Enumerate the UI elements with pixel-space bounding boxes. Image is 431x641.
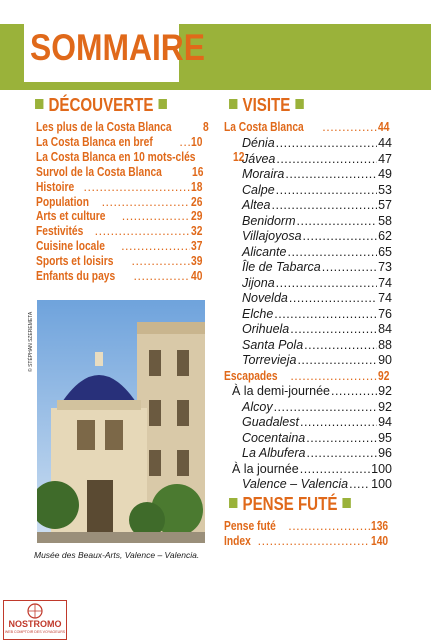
green-square-icon: [295, 99, 303, 109]
decouverte-heading-label: DÉCOUVERTE: [48, 95, 154, 115]
entry-label: Histoire: [36, 179, 75, 194]
leader-dots: [331, 384, 377, 399]
entry-page: 95: [378, 430, 392, 445]
entry-page: 74: [378, 291, 392, 305]
toc-entry[interactable]: [36, 195, 205, 210]
entry-page: 10: [191, 134, 203, 149]
leader-dots: [297, 214, 378, 229]
entry-label: Arts et culture: [36, 209, 106, 224]
photo-caption: Musée des Beaux-Arts, Valence – Valencia.: [34, 550, 200, 560]
entry-label: Sports et loisirs: [36, 254, 114, 269]
toc-sub-entry[interactable]: [242, 307, 392, 322]
entry-label: La Costa Blanca: [224, 120, 304, 134]
entry-page: 96: [378, 446, 392, 460]
toc-entry[interactable]: [232, 384, 392, 399]
entry-page: 140: [371, 534, 389, 548]
entry-label: Altea: [242, 198, 271, 212]
toc-entry[interactable]: [36, 165, 205, 180]
entry-page: 49: [378, 167, 392, 181]
photo-credit: © STÉPHAN SZEREMETA: [28, 311, 34, 372]
toc-entry[interactable]: [36, 135, 205, 150]
logo-name: NOSTROMO: [8, 619, 62, 629]
entry-page: 100: [371, 461, 392, 476]
entry-label: Index: [224, 534, 251, 548]
leader-dots: [300, 462, 370, 477]
leader-dots: [102, 195, 191, 210]
toc-entry[interactable]: [232, 462, 392, 477]
toc-entry[interactable]: [36, 224, 205, 239]
entry-page: 37: [191, 239, 203, 254]
toc-sub-entry[interactable]: [242, 229, 392, 244]
entry-page: 58: [378, 213, 392, 228]
entry-label: Torrevieja: [242, 353, 297, 367]
entry-label: Santa Pola: [242, 337, 304, 352]
toc-sub-entry[interactable]: [242, 322, 392, 337]
leader-dots: [179, 135, 190, 150]
entry-page: 73: [378, 260, 392, 274]
visite-heading-label: VISITE: [242, 95, 291, 115]
toc-sub-entry[interactable]: [242, 260, 392, 275]
entry-label: Les plus de la Costa Blanca: [36, 120, 172, 134]
entry-page: 44: [378, 136, 392, 150]
entry-label: Festivités: [36, 224, 84, 239]
toc-entry[interactable]: [36, 149, 244, 165]
leader-dots: [289, 291, 377, 306]
toc-sub-entry[interactable]: [242, 276, 392, 291]
leader-dots: [322, 120, 377, 135]
page-title: SOMMAIRE: [30, 27, 206, 68]
decouverte-heading: [30, 95, 172, 115]
entry-page: 18: [191, 179, 203, 194]
leader-dots: [131, 254, 190, 269]
toc-sub-entry[interactable]: [242, 152, 392, 167]
entry-page: 92: [378, 399, 392, 414]
entry-page: 44: [378, 120, 390, 134]
toc-entry[interactable]: [36, 269, 205, 284]
entry-label: Enfants du pays: [36, 269, 116, 283]
entry-label: Dénia: [242, 136, 275, 150]
leader-dots: [276, 183, 377, 198]
toc-entry[interactable]: [224, 369, 392, 384]
leader-dots: [303, 229, 378, 244]
entry-page: 65: [378, 244, 392, 259]
leader-dots: [287, 245, 377, 260]
entry-label: Île de Tabarca: [242, 260, 321, 274]
entry-label: Valence – Valencia: [242, 477, 349, 491]
entry-label: Elche: [242, 306, 274, 321]
leader-dots: [297, 353, 377, 368]
entry-page: 12: [232, 149, 244, 164]
toc-sub-entry[interactable]: [242, 446, 392, 461]
entry-page: 84: [378, 322, 392, 336]
toc-entry[interactable]: [224, 120, 392, 135]
entry-page: 92: [378, 384, 392, 398]
leader-dots: [306, 446, 377, 461]
entry-label: Jávea: [242, 151, 276, 166]
leader-dots: [306, 431, 377, 446]
entry-page: 76: [378, 306, 392, 321]
entry-page: 8: [203, 120, 210, 134]
nostromo-logo: [3, 600, 67, 640]
entry-page: 74: [378, 275, 392, 290]
entry-label: La Costa Blanca en bref: [36, 134, 153, 149]
entry-label: Calpe: [242, 182, 275, 197]
entry-label: Jijona: [242, 275, 275, 290]
entry-page: 92: [378, 368, 390, 383]
green-square-icon: [229, 498, 237, 508]
entry-page: 39: [191, 254, 203, 269]
leader-dots: [290, 322, 377, 337]
toc-entry[interactable]: [224, 519, 392, 534]
entry-page: 62: [378, 229, 392, 243]
entry-label: À la journée: [232, 461, 299, 476]
leader-dots: [276, 276, 377, 291]
green-square-icon: [159, 99, 167, 109]
entry-label: À la demi-journée: [232, 384, 330, 398]
leader-dots: [272, 198, 378, 213]
entry-page: 47: [378, 151, 392, 166]
toc-entry[interactable]: [36, 209, 205, 224]
entry-page: 136: [371, 519, 389, 533]
globe-icon: [4, 601, 66, 621]
leader-dots: [258, 534, 370, 549]
leader-dots: [276, 136, 377, 151]
leader-dots: [290, 369, 377, 384]
toc-entry[interactable]: [36, 254, 205, 269]
entry-label: Benidorm: [242, 213, 296, 228]
toc-sub-entry[interactable]: [242, 477, 392, 492]
toc-sub-entry[interactable]: [242, 415, 392, 430]
toc-entry[interactable]: [36, 239, 205, 254]
toc-entry[interactable]: [36, 180, 205, 195]
entry-page: 57: [378, 198, 392, 212]
entry-label: Survol de la Costa Blanca: [36, 164, 162, 179]
green-square-icon: [229, 99, 237, 109]
pense-fute-heading: [224, 494, 356, 514]
toc-sub-entry[interactable]: [242, 167, 392, 182]
toc-sub-entry[interactable]: [242, 338, 392, 353]
leader-dots: [95, 224, 190, 239]
entry-page: 40: [191, 269, 203, 283]
entry-label: Cocentaina: [242, 430, 306, 445]
leader-dots: [121, 239, 190, 254]
entry-page: 16: [191, 164, 203, 179]
leader-dots: [349, 477, 370, 492]
entry-label: La Albufera: [242, 446, 306, 460]
entry-page: 53: [378, 182, 392, 197]
leader-dots: [122, 209, 190, 224]
toc-entry[interactable]: [224, 534, 392, 549]
entry-label: Orihuela: [242, 322, 290, 336]
toc-sub-entry[interactable]: [242, 353, 392, 368]
entry-label: Moraira: [242, 167, 285, 181]
pense-fute-heading-label: PENSE FUTÉ: [242, 494, 338, 514]
toc-sub-entry[interactable]: [242, 214, 392, 229]
entry-page: 88: [378, 337, 392, 352]
entry-page: 29: [191, 209, 203, 224]
entry-page: 32: [191, 224, 203, 239]
leader-dots: [288, 519, 370, 534]
entry-page: 26: [191, 194, 203, 209]
entry-label: Pense futé: [224, 519, 276, 533]
entry-label: Guadalest: [242, 415, 299, 429]
visite-heading: [224, 95, 309, 115]
green-square-icon: [35, 99, 43, 109]
entry-page: 94: [378, 415, 392, 429]
museum-photo: [37, 300, 205, 543]
leader-dots: [322, 260, 377, 275]
toc-sub-entry[interactable]: [242, 136, 392, 151]
leader-dots: [300, 415, 377, 430]
toc-sub-entry[interactable]: [242, 431, 392, 446]
entry-label: Cuisine locale: [36, 239, 105, 254]
entry-page: 90: [378, 353, 392, 367]
entry-label: Alicante: [242, 244, 287, 259]
green-square-icon: [342, 498, 350, 508]
leader-dots: [134, 269, 191, 284]
leader-dots: [274, 307, 377, 322]
toc-sub-entry[interactable]: [242, 400, 392, 415]
leader-dots: [304, 338, 377, 353]
entry-label: La Costa Blanca en 10 mots-clés: [36, 149, 196, 164]
leader-dots: [84, 180, 191, 195]
leader-dots: [274, 400, 378, 415]
toc-entry[interactable]: [36, 120, 210, 135]
entry-page: 100: [371, 477, 392, 491]
entry-label: Villajoyosa: [242, 229, 302, 243]
entry-label: Novelda: [242, 291, 288, 305]
entry-label: Alcoy: [242, 399, 273, 414]
toc-sub-entry[interactable]: [242, 291, 392, 306]
leader-dots: [285, 167, 377, 182]
toc-sub-entry[interactable]: [242, 183, 392, 198]
toc-sub-entry[interactable]: [242, 245, 392, 260]
leader-dots: [276, 152, 377, 167]
entry-label: Escapades: [224, 368, 278, 383]
museum-illustration: [37, 300, 205, 543]
toc-sub-entry[interactable]: [242, 198, 392, 213]
entry-label: Population: [36, 194, 89, 209]
logo-tagline: WEB COMPTOIR DES VOYAGEURS: [4, 630, 66, 634]
